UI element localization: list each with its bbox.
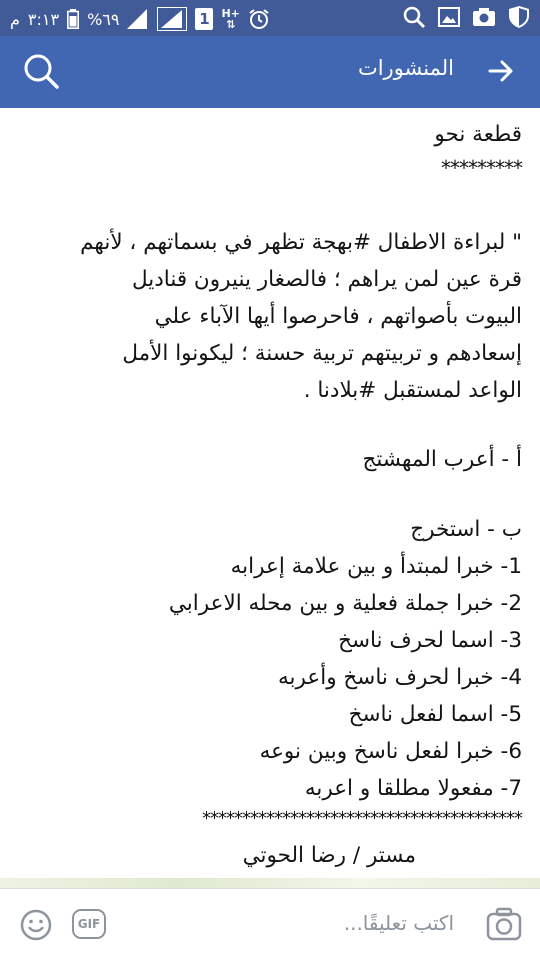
smiley-icon	[20, 909, 52, 941]
back-arrow-icon[interactable]	[488, 58, 514, 88]
image-preview-strip	[0, 878, 540, 888]
battery-icon	[67, 9, 79, 29]
post-author: مستر / رضا الحوتي	[242, 843, 416, 868]
post-text-line: الواعد لمستقبل #بلادنا .	[303, 378, 522, 403]
clock: ٣:١٣	[27, 9, 60, 29]
app-bar	[0, 36, 540, 108]
sim-slot-number: 1	[199, 10, 210, 28]
network-type-label: H+	[221, 7, 240, 20]
post-separator: *********	[441, 156, 522, 180]
search-icon	[22, 52, 60, 90]
status-bar	[0, 0, 540, 36]
battery-percent: %٦٩	[87, 9, 120, 29]
status-left	[10, 7, 270, 31]
gallery-icon	[438, 7, 460, 27]
question-a: أ - أعرب المهشتج	[362, 447, 522, 472]
camera-button[interactable]	[486, 907, 522, 945]
page-title: المنشورات	[357, 56, 454, 80]
camera-icon	[486, 907, 522, 941]
question-item: 4- خبرا لحرف ناسخ وأعربه	[278, 665, 522, 690]
gif-label: GIF	[77, 917, 101, 931]
signal-icon	[127, 9, 149, 29]
gif-button[interactable]	[72, 909, 106, 939]
shield-icon	[508, 5, 530, 29]
alarm-icon	[248, 8, 270, 30]
search-button[interactable]	[22, 52, 60, 94]
question-b: ب - استخرج	[410, 517, 522, 542]
post-title: قطعة نحو	[434, 122, 522, 147]
arrows-icon: ⇅	[226, 18, 236, 31]
search-status-icon	[402, 5, 426, 29]
comment-bar	[0, 888, 540, 961]
question-item: 1- خبرا لمبتدأ و بين علامة إعرابه	[230, 554, 522, 579]
question-item: 2- خبرا جملة فعلية و بين محله الاعرابي	[168, 591, 522, 616]
sim-icon	[195, 8, 213, 30]
post-body	[0, 108, 540, 878]
status-right	[402, 5, 530, 29]
camera-status-icon	[472, 7, 496, 27]
ampm-indicator: م	[10, 9, 20, 29]
post-text-line: " لبراءة الاطفال #بهجة تظهر في بسماتهم ، لأنهم	[80, 230, 522, 255]
signal-icon-selected	[157, 7, 187, 31]
question-item: 5- اسما لفعل ناسخ	[348, 702, 522, 727]
post-text-line: البيوت بأصواتهم ، فاحرصوا أيها الآباء علي	[154, 304, 522, 329]
comment-input[interactable]: اكتب تعليقًا...	[343, 911, 454, 935]
network-type-icon	[221, 8, 239, 30]
question-item: 6- خبرا لفعل ناسخ وبين نوعه	[259, 739, 522, 764]
post-text-line: قرة عين لمن يراهم ؛ فالصغار ينيرون قناديل	[131, 267, 522, 292]
question-item: 3- اسما لحرف ناسخ	[338, 628, 522, 653]
emoji-button[interactable]	[20, 909, 52, 945]
post-separator: ****************************************	[202, 808, 522, 829]
question-item: 7- مفعولا مطلقا و اعربه	[304, 776, 522, 801]
post-text-line: إسعادهم و تربيتهم تربية حسنة ؛ ليكونوا الأمل	[122, 341, 522, 366]
